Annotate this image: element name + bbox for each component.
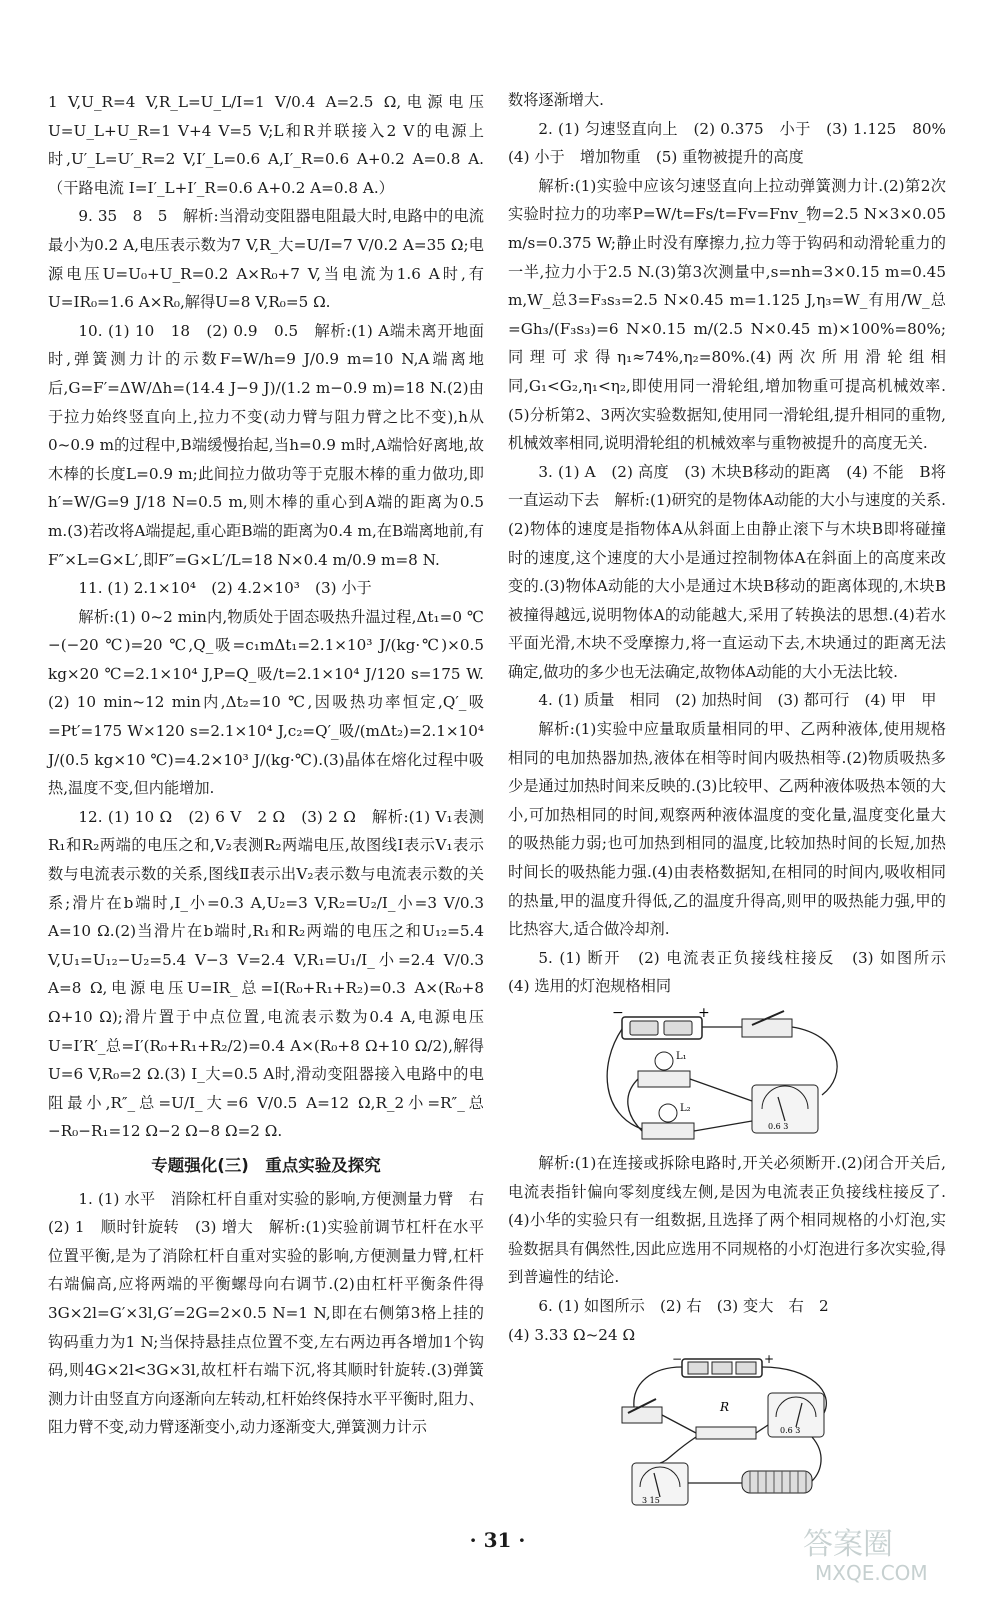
battery-cell-icon: [712, 1362, 732, 1374]
wire: [690, 1079, 752, 1101]
answer-12: 12. (1) 10 Ω (2) 6 V 2 Ω (3) 2 Ω 解析:(1) V₁表测R₁和R₂两端的电压之和,V₂表测R₂两端电压,故图线Ⅰ表示V₁表示数与电流表示数的关系,图线Ⅱ表示出V₂表示数与电流表示数的关系;滑片在b端时,I_小=0.3 A,U₂=3 V,R₂=U₂/I_小=3 V/0.3 A=10 Ω.(2)当滑片在b端时,R₁和R₂两端的电压之和U₁₂=5.4 V,U₁=U₁₂−U₂=5.4 V−3 V=2.4 V,R₁=U₁/I_小=2.4 V/0.3 A=8 Ω,电源电压U=IR_总=I(R₀+R₁+R₂)=0.3 A×(R₀+8 Ω+10 Ω);滑片置于中点位置,电流表示数为0.4 A,电源电压U=I′R′_总=I′(R₀+R₁+R₂/2)=0.4 A×(R₀+8 Ω+10 Ω/2),解得U=6 V,R₀=2 Ω.(3) I_大=0.5 A时,滑动变阻器接入电路中的电阻最小,R″_总=U/I_大=6 V/0.5 A=12 Ω,R_2小=R″_总−R₀−R₁=12 Ω−2 Ω−8 Ω=2 Ω.: [48, 807, 484, 1141]
wire: [756, 1425, 768, 1433]
section-answer-1: 1. (1) 水平 消除杠杆自重对实验的影响,方便测量力臂 右 (2) 1 顺时针旋转 (3) 增大 解析:(1)实验前调节杠杆在水平位置平衡,是为了消除杠杆自重对实验的影响,方便测量力臂,杠杆右端偏高,应将两端的平衡螺母向右调节.(2)由杠杆平衡条件得3G×2l=G′×3l,G′=2G=2×0.5 N=1 N,即在右侧第3格上挂的钩码重力为1 N;当保持悬挂点位置不变,左右两边再各增加1个钩码,则4G×2l<3G×3l,故杠杆右端下沉,将其顺时针旋转.(3)弹簧测力计由竖直方向逐渐向左转动,杠杆始终保持水平平衡时,阻力、阻力臂不变,动力臂逐渐变小,动力逐渐变大,弹簧测力计示: [48, 1189, 500, 1437]
section-answer-6-line2: (4) 3.33 Ω~24 Ω: [508, 1325, 636, 1344]
lamp-base-icon: [642, 1123, 694, 1139]
voltmeter-scale-label: 3 15: [642, 1496, 660, 1506]
wire: [634, 1367, 682, 1407]
wire: [660, 1437, 696, 1463]
wire: [607, 1029, 642, 1129]
battery-minus-label: −: [612, 1005, 624, 1021]
section-answer-5-head: 5. (1) 断开 (2) 电流表正负接线柱接反 (3) 如图所示 (4) 选用的灯泡规格相同: [508, 948, 962, 996]
section-answer-3: 3. (1) A (2) 高度 (3) 木块B移动的距离 (4) 不能 B将一直运动下去 解析:(1)研究的是物体A动能的大小与速度的关系.(2)物体的速度是指物体A从斜面上由静止滚下与木块B即将碰撞时的速度,这个速度的大小是通过控制物体A在斜面上的高度来改变的.(3)物体A动能的大小是通过木块B移动的距离体现的,木块B被撞得越远,说明物体A的动能越大,采用了转换法的思想.(4)若水平面光滑,木块不受摩擦力,将一直运动下去,木块通过的距离无法确定,做功的多少也无法确定,故物体A动能的大小无法比较.: [508, 462, 946, 681]
lamp-base-icon: [638, 1071, 690, 1087]
paragraph-continued-right: 数将逐渐增大.: [508, 91, 604, 109]
right-column: [508, 86, 962, 1515]
wire: [694, 1121, 752, 1131]
lamp-bulb-icon: [659, 1104, 677, 1122]
battery-cell-icon: [630, 1021, 658, 1035]
section-title: 专题强化(三) 重点实验及探究: [151, 1155, 381, 1175]
resistor-label: R: [720, 1400, 730, 1415]
circuit-figure-rheostat: [612, 1353, 842, 1511]
battery-minus-label: −: [672, 1353, 683, 1367]
wire: [662, 1415, 696, 1433]
battery-plus-label: +: [698, 1005, 710, 1021]
battery-cell-icon: [688, 1362, 708, 1374]
answer-10: 10. (1) 10 18 (2) 0.9 0.5 解析:(1) A端未离开地面时,弹簧测力计的示数F=W/h=9 J/0.9 m=10 N,A端离地后,G=F′=ΔW/Δh=(14.4 J−9 J)/(1.2 m−0.9 m)=18 N.(2)由于拉力始终竖直向上,拉力不变(动力臂与阻力臂之比不变),h从0~0.9 m的过程中,B端缓慢抬起,当h=0.9 m时,A端恰好离地,故木棒的长度L=0.9 m;此间拉力做功等于克服木棒的重力做功,即h′=W/G=9 J/18 N=0.5 m,则木棒的重心到A端的距离为0.5 m.(3)若改将A端提起,重心距B端的距离为0.4 m,在B端离地前,有F″×L=G×L′,即F″=G×L′/L=18 N×0.4 m/0.9 m=8 N.: [48, 321, 484, 569]
lamp-bulb-icon: [655, 1052, 673, 1070]
lamp1-label: L₁: [676, 1051, 687, 1062]
ammeter-scale-label: 0.6 3: [768, 1122, 789, 1131]
watermark-logo: [793, 1518, 973, 1588]
watermark-logo-url: MXQE.COM: [815, 1561, 928, 1585]
section-answer-2-head: 2. (1) 匀速竖直向上 (2) 0.375 小于 (3) 1.125 80% (4) 小于 增加物重 (5) 重物被提升的高度: [508, 119, 962, 167]
section-answer-4-head: 4. (1) 质量 相同 (2) 加热时间 (3) 都可行 (4) 甲 甲: [538, 691, 937, 710]
switch-icon: [742, 1019, 792, 1037]
watermark-logo-text: 答案圈: [803, 1527, 893, 1562]
answer-11-head: 11. (1) 2.1×10⁴ (2) 4.2×10³ (3) 小于: [78, 579, 372, 598]
left-column: [48, 88, 500, 1442]
battery-plus-label: +: [764, 1353, 775, 1367]
answer-9: 9. 35 8 5 解析:当滑动变阻器电阻最大时,电路中的电流最小为0.2 A,电压表示数为7 V,R_大=U/I=7 V/0.2 A=35 Ω;电源电压U=U₀+U_R=0.2 A×R₀+7 V,当电流为1.6 A时,有U=IR₀=1.6 A×R₀,解得U=8 V,R₀=5 Ω.: [48, 207, 484, 312]
circuit-figure-series-lamps: [602, 1005, 852, 1145]
resistor-icon: [696, 1427, 756, 1439]
battery-cell-icon: [736, 1362, 756, 1374]
section-answer-2-body: 解析:(1)实验中应该匀速竖直向上拉动弹簧测力计.(2)第2次实验时拉力的功率P=W/t=Fs/t=Fv=Fnv_物=2.5 N×3×0.05 m/s=0.375 W;静止时没有摩擦力,拉力等于钩码和动滑轮重力的一半,拉力小于2.5 N.(3)第3次测量中,s=nh=3×0.15 m=0.45 m,W_总3=F₃s₃=2.5 N×0.45 m=1.125 J,η₃=W_有用/W_总=Gh₃/(F₃s₃)=6 N×0.15 m/(2.5 N×0.45 m)×100%=80%;同理可求得η₁≈74%,η₂=80%.(4)两次所用滑轮组相同,G₁<G₂,η₁<η₂,即使用同一滑轮组,增加物重可提高机械效率.(5)分析第2、3两次实验数据知,使用同一滑轮组,提升相同的重物,机械效率相同,说明滑轮组的机械效率与重物被提升的高度无关.: [508, 176, 946, 453]
lamp2-label: L₂: [680, 1103, 691, 1114]
answer-11-body: 解析:(1) 0~2 min内,物质处于固态吸热升温过程,Δt₁=0 ℃−(−20 ℃)=20 ℃,Q_吸=c₁mΔt₁=2.1×10³ J/(kg·℃)×0.5 kg×20 ℃=2.1×10⁴ J,P=Q_吸/t=2.1×10⁴ J/120 s=175 W.(2) 10 min~12 min内,Δt₂=10 ℃,因吸热功率恒定,Q′_吸=Pt′=175 W×120 s=2.1×10⁴ J,c₂=Q′_吸/(mΔt₂)=2.1×10⁴ J/(0.5 kg×10 ℃)=4.2×10³ J/(kg·℃).(3)晶体在熔化过程中吸热,温度不变,但内能增加.: [48, 607, 484, 798]
ammeter-scale-label: 0.6 3: [780, 1426, 801, 1436]
section-answer-6-head: 6. (1) 如图所示 (2) 右 (3) 变大 右 2: [538, 1296, 829, 1315]
battery-cell-icon: [664, 1021, 692, 1035]
section-answer-4-body: 解析:(1)实验中应量取质量相同的甲、乙两种液体,使用规格相同的电加热器加热,液体在相等时间内吸热相等.(2)物质吸热多少是通过加热时间来反映的.(3)比较甲、乙两种液体吸热本领的大小,可加热相同的时间,观察两种液体温度的变化量,温度变化量大的吸热能力弱;也可加热到相同的温度,比较加热时间的长短,加热时间长的吸热能力强.(4)由表格数据知,在相同的时间内,吸收相同的热量,甲的温度升得低,乙的温度升得高,则甲的吸热能力强,甲的比热容大,适合做冷却剂.: [508, 720, 946, 939]
switch-icon: [622, 1407, 662, 1423]
page-number: · 31 ·: [469, 1528, 526, 1552]
paragraph-continued: 1 V,U_R=4 V,R_L=U_L/I=1 V/0.4 A=2.5 Ω,电源电压U=U_L+U_R=1 V+4 V=5 V;L和R并联接入2 V的电源上时,U′_L=U′_R=2 V,I′_L=0.6 A,I′_R=0.6 A+0.2 A=0.8 A.（干路电流 I=I′_L+I′_R=0.6 A+0.2 A=0.8 A.）: [48, 93, 484, 197]
section-answer-5-body: 解析:(1)在连接或拆除电路时,开关必须断开.(2)闭合开关后,电流表指针偏向零刻度线左侧,是因为电流表正负接线柱接反了.(4)小华的实验只有一组数据,且选择了两个相同规格的小灯泡,实验数据具有偶然性,因此应选用不同规格的小灯泡进行多次实验,得到普遍性的结论.: [508, 1154, 946, 1287]
rheostat-icon: [742, 1471, 812, 1493]
wire: [812, 1437, 821, 1481]
